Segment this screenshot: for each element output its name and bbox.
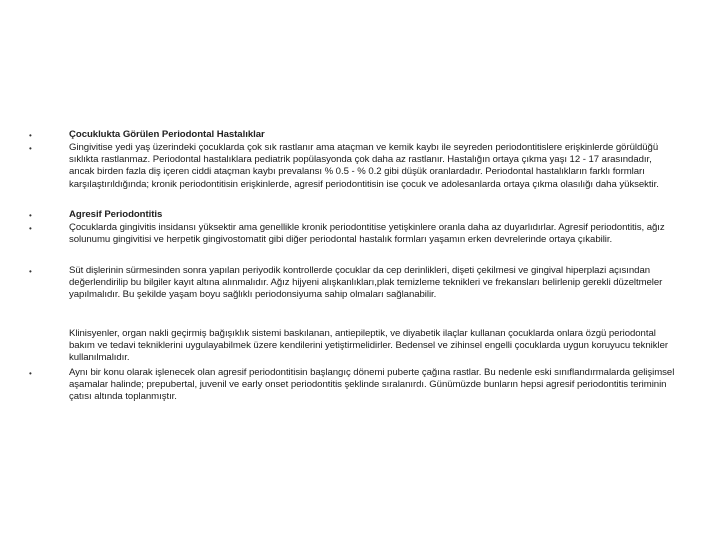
bullet-icon: • — [29, 211, 32, 220]
paragraph-puberty-onset: Aynı bir konu olarak işlenecek olan agresif periodontitisin başlangıç dönemi puberte çağına rastlar. Bu nedenle eski sınıflandırmalarda gelişimsel aşamalar halinde; prepubertal, juvenil ve early onset periodontitis şeklinde sıralanırdı. Günümüzde bunların hepsi agresif periodontitis teriminin çatısı altında toplanmıştır. — [69, 367, 675, 403]
bullet-icon: • — [29, 131, 32, 140]
bullet-icon: • — [29, 224, 32, 233]
bullet-icon: • — [29, 144, 32, 153]
bullet-icon: • — [29, 369, 32, 378]
paragraph-gingivitis: Gingivitise yedi yaş üzerindeki çocuklarda çok sık rastlanır ama ataçman ve kemik kaybı ile seyreden periodontitislere erişkinlerde görüldüğü sıklıkta rastlanmaz. Periodontal hastalıklara pediatrik popülasyonda çok daha az rastlanır. Hastalığın ortaya çıkma yaşı 12 - 17 arasındadır, ancak birden fazla diş içeren ciddi ataçman kaybı prevalansı % 0.5 - % 0.2 gibi düşük oranlardadır. Periodontal hastalıkların farklı formları karşılaştırıldığında; kronik periodontitisin erişkinlerde, agresif periodontitisin ise çocuk ve adolesanlarda ortaya çıkma olasılığı daha yüksektir. — [69, 142, 659, 190]
paragraph-periodic-controls: Süt dişlerinin sürmesinden sonra yapılan periyodik kontrollerde çocuklar da cep derinlikleri, dişeti çekilmesi ve gingival hiperplazi açısından değerlendirilip bu bilgiler kayıt altına alınmalıdır. Ağız hijyeni alışkanlıkları,plak temizleme teknikleri ve frekansları belirlenip gerekli düzeltmeler yapılmalıdır. Bu şekilde yaşam boyu sağlıklı periodonsiyuma sahip olmaları sağlanabilir. — [69, 265, 663, 301]
heading-aggressive-periodontitis: Agresif Periodontitis — [69, 209, 163, 220]
paragraph-gingivitis-incidence: Çocuklarda gingivitis insidansı yüksektir ama genellikle kronik periodontitise yetişkinlere oranla daha az duyarlıdırlar. Agresif periodontitis, ağız solunumu gingivitisi ve herpetik gingivostomatit gibi diğer periodontal hastalık formları yaşamın erken devrelerinde ortaya çıkabilir. — [69, 222, 665, 246]
heading-childhood-periodontal-diseases: Çocuklukta Görülen Periodontal Hastalıklar — [69, 129, 265, 140]
paragraph-clinicians: Klinisyenler, organ nakli geçirmiş bağışıklık sistemi baskılanan, antiepileptik, ve diyabetik ilaçlar kullanan çocuklarda onlara özgü periodontal bakım ve tedavi tekniklerini uygulayabilmek üzere kendilerini yetiştirmelidirler. Bedensel ve zihinsel engelli çocuklarda uygun koruyucu teknikler kullanılmalıdır. — [69, 328, 669, 364]
bullet-icon: • — [29, 267, 32, 276]
